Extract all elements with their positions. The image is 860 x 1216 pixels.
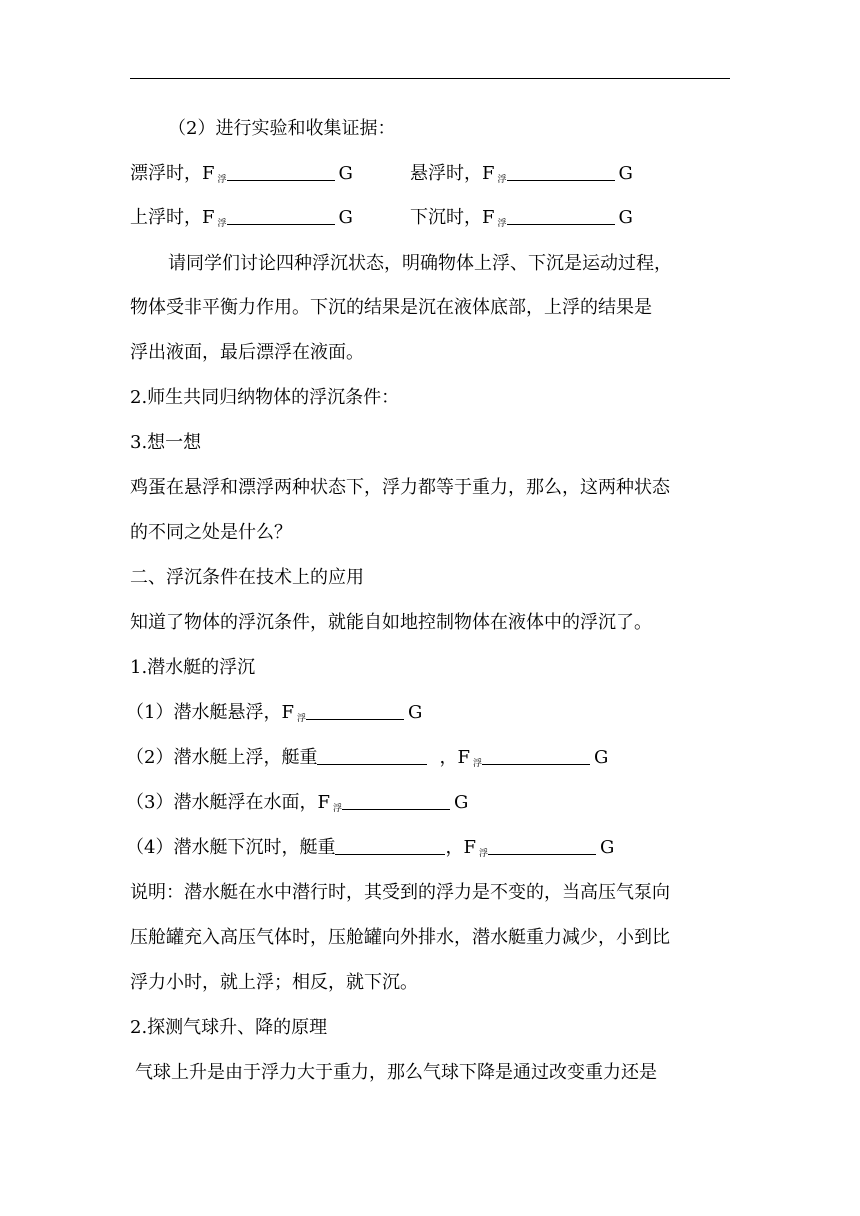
subscript: 浮 [296, 714, 306, 724]
gravity-g: G [453, 792, 469, 813]
question-3 [126, 792, 468, 820]
label-suspended: 悬浮时，F [410, 163, 495, 184]
subscript: 浮 [472, 759, 482, 769]
step2-title: （2）进行实验和收集证据： [168, 118, 396, 139]
gravity-g: G [618, 207, 633, 228]
subscript: 浮 [497, 175, 507, 185]
explain-line-3: 浮力小时，就上浮；相反，就下沉。 [130, 972, 418, 993]
answer-blank[interactable] [306, 703, 404, 720]
think-line-2: 的不同之处是什么？ [130, 522, 292, 543]
gravity-g: G [338, 163, 353, 184]
answer-blank[interactable] [482, 748, 590, 765]
label-rising: 上浮时，F [130, 207, 215, 228]
answer-blank[interactable] [227, 208, 335, 225]
answer-blank[interactable] [507, 208, 615, 225]
gravity-g: G [407, 702, 423, 723]
discussion-line-3: 浮出液面，最后漂浮在液面。 [130, 342, 364, 363]
header-rule [130, 78, 730, 79]
answer-blank[interactable] [342, 793, 450, 810]
subscript: 浮 [332, 804, 342, 814]
answer-blank[interactable] [488, 838, 596, 855]
section-2-intro: 知道了物体的浮沉条件，就能自如地控制物体在液体中的浮沉了。 [130, 612, 652, 633]
question-4 [126, 837, 614, 865]
item-2-heading: 2.师生共同归纳物体的浮沉条件： [130, 387, 400, 408]
question-2-text-b: ，F [439, 747, 470, 768]
answer-blank[interactable] [227, 164, 335, 181]
balloon-line: 气球上升是由于浮力大于重力，那么气球下降是通过改变重力还是 [135, 1062, 657, 1083]
balloon-heading: 2.探测气球升、降的原理 [130, 1017, 328, 1038]
answer-blank[interactable] [507, 164, 615, 181]
label-sinking: 下沉时，F [410, 207, 495, 228]
question-2 [126, 747, 608, 775]
explain-line-1: 说明：潜水艇在水中潜行时，其受到的浮力是不变的，当高压气泵向 [130, 882, 670, 903]
submarine-heading: 1.潜水艇的浮沉 [130, 657, 256, 678]
subscript: 浮 [217, 175, 227, 185]
discussion-line-2: 物体受非平衡力作用。下沉的结果是沉在液体底部，上浮的结果是 [130, 297, 652, 318]
answer-blank[interactable] [317, 748, 427, 765]
gravity-g: G [338, 207, 353, 228]
discussion-line-1: 请同学们讨论四种浮沉状态，明确物体上浮、下沉是运动过程， [168, 253, 672, 274]
question-1 [126, 702, 422, 730]
question-3-text: （3）潜水艇浮在水面，F [126, 792, 330, 813]
subscript: 浮 [497, 219, 507, 229]
gravity-g: G [599, 837, 615, 858]
subscript: 浮 [217, 219, 227, 229]
explain-line-2: 压舱罐充入高压气体时，压舱罐向外排水，潜水艇重力减少，小到比 [130, 927, 670, 948]
question-4-text: （4）潜水艇下沉时，艇重 [126, 837, 336, 858]
question-2-text: （2）潜水艇上浮，艇重 [126, 747, 318, 768]
item-3-heading: 3.想一想 [130, 432, 202, 453]
gravity-g: G [618, 163, 633, 184]
question-1-text: （1）潜水艇悬浮，F [126, 702, 294, 723]
think-line-1: 鸡蛋在悬浮和漂浮两种状态下，浮力都等于重力，那么，这两种状态 [130, 477, 670, 498]
section-2-title: 二、浮沉条件在技术上的应用 [130, 567, 364, 588]
subscript: 浮 [478, 849, 488, 859]
answer-blank[interactable] [335, 838, 445, 855]
gravity-g: G [593, 747, 609, 768]
question-4-text-b: ，F [445, 837, 476, 858]
label-drifting: 漂浮时，F [130, 163, 215, 184]
